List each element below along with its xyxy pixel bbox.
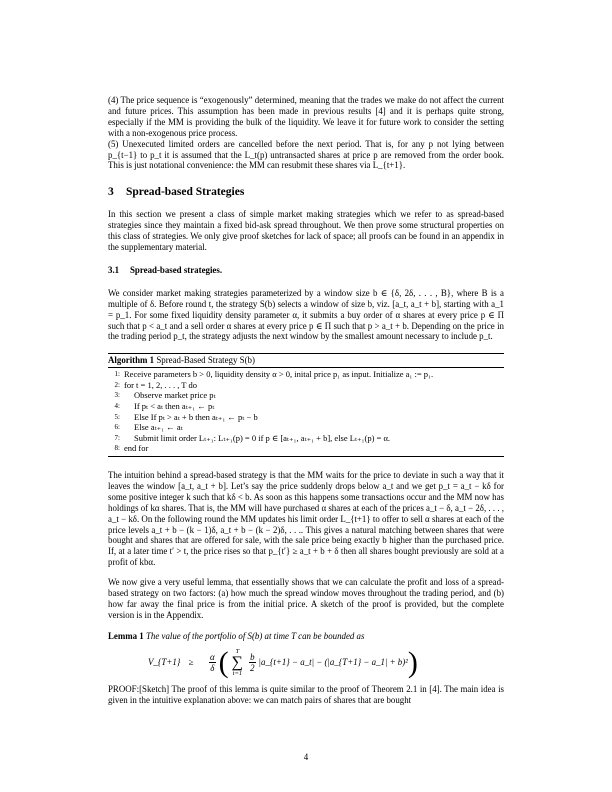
alpha-over-delta bbox=[209, 652, 216, 673]
proof-sketch: PROOF:[Sketch] The proof of this lemma is quite similar to the proof of Theorem 2.1 in [4]. The main idea is given in the intuitive explanation above: we can match pairs of shares that are bought bbox=[108, 683, 504, 705]
page-number: 4 bbox=[303, 752, 309, 762]
subsection-body: We consider market making strategies parameterized by a window size b ∈ {δ, 2δ, . . . , B}, where B is a multiple of δ. Before round t, the strategy S(b) selects a window of size b, viz. [a_t, a_t + b], starting with a_1 = p_1. For some fixed liquidity density parameter α, it submits a buy order of α shares at every price p ∈ Π such that p < a_t and a sell order α shares at every price p ∈ Π such that p > a_t + b. Depending on the price in the trading period p_t, the strategy adjusts the next window by the smallest amount necessary to include p_t. bbox=[108, 287, 504, 342]
algorithm-line-text: Receive parameters b > 0, liquidity density α > 0, inital price p₁ as input. Initialize a₁ := p₁. bbox=[124, 369, 434, 380]
algorithm-title: Spread-Based Strategy S(b) bbox=[156, 355, 255, 366]
equation-relation: ≥ bbox=[188, 657, 194, 668]
section-heading bbox=[108, 187, 504, 198]
sigma-symbol: ∑ bbox=[231, 654, 244, 672]
sum-upper-limit: T bbox=[235, 648, 240, 656]
paragraph-assumption-4: (4) The price sequence is “exogenously” determined, meaning that the trades we make do not affect the current and future prices. This assumption has been made in previous results [4] and it is perhaps quite strong, especially if the MM is providing the bulk of the liquidity. We leave it for future work to consider the setting with a non-exogenous price process. bbox=[108, 95, 504, 138]
algorithm-line-number: 4: bbox=[114, 402, 120, 410]
algorithm-line-text: for t = 1, 2, . . . , T do bbox=[124, 379, 197, 390]
algorithm-box bbox=[108, 353, 504, 457]
algorithm-line-number: 7: bbox=[114, 433, 120, 442]
algorithm-line bbox=[108, 390, 504, 401]
algorithm-line-text: end for bbox=[124, 443, 149, 454]
section-title: Spread-based Strategies bbox=[126, 186, 245, 199]
paragraph-lemma-intro: We now give a very useful lemma, that essentially shows that we can calculate the profit and loss of a spread-based strategy on two factors: (a) how much the spread window moves throughout the trading period, and (b) how far away the final price is from the initial price. A sketch of the proof is provided, but the complete version is in the Appendix. bbox=[108, 577, 504, 620]
algorithm-body bbox=[108, 368, 504, 456]
algorithm-line-number: 3: bbox=[114, 391, 120, 400]
subsection-number: 3.1 bbox=[108, 264, 120, 275]
algorithm-line bbox=[108, 433, 504, 444]
algorithm-line-number: 2: bbox=[114, 380, 120, 389]
fraction-numerator: α bbox=[210, 652, 215, 663]
algorithm-line-text: Observe market price pₜ bbox=[134, 390, 216, 401]
lemma-equation bbox=[148, 645, 504, 679]
subsection-title: Spread-based strategies. bbox=[130, 264, 223, 275]
lemma-text: The value of the portfolio of S(b) at time T can be bounded as bbox=[145, 630, 365, 641]
section-number: 3 bbox=[108, 186, 114, 199]
algorithm-line bbox=[108, 412, 504, 423]
subsection-heading bbox=[108, 265, 504, 276]
algorithm-caption bbox=[108, 354, 504, 368]
algorithm-line-text: If pₜ < aₜ then aₜ₊₁ ← pₜ bbox=[134, 401, 215, 411]
algorithm-line bbox=[108, 422, 504, 433]
algorithm-line-number: 8: bbox=[114, 444, 120, 453]
left-paren: ( bbox=[218, 645, 229, 679]
equation-body: |a_{t+1} − a_t| − (|a_{T+1} − a_1| + b)² bbox=[258, 657, 408, 668]
algorithm-line-number: 6: bbox=[114, 423, 120, 432]
paragraph-assumption-5: (5) Unexecuted limited orders are cancelled before the next period. That is, for any p not lying between p_{t−1} to p_t it is assumed that the L_t(p) untransacted shares at price p are removed from the order book. This is just notational convenience: the MM can resubmit these shares via L_{t+1}. bbox=[108, 138, 504, 171]
right-paren: ) bbox=[407, 645, 418, 679]
algorithm-line-text: Else aₜ₊₁ ← aₜ bbox=[134, 422, 183, 433]
algorithm-line-text: Submit limit order Lₜ₊₁: Lₜ₊₁(p) = 0 if p ∈ [aₜ₊₁, aₜ₊₁ + b], else Lₜ₊₁(p) = α. bbox=[134, 432, 391, 443]
lemma-label: Lemma 1 bbox=[108, 630, 144, 641]
b-over-two bbox=[249, 652, 255, 673]
sum-lower-limit: t=1 bbox=[232, 670, 243, 678]
algorithm-label: Algorithm 1 bbox=[108, 355, 155, 366]
algorithm-line-text: Else If pₜ > aₜ + b then aₜ₊₁ ← pₜ − b bbox=[134, 411, 258, 422]
algorithm-line-number: 5: bbox=[114, 412, 120, 421]
algorithm-line bbox=[108, 401, 504, 412]
half-numerator: b bbox=[250, 652, 255, 663]
summation bbox=[232, 648, 243, 677]
paragraph-intuition: The intuition behind a spread-based strategy is that the MM waits for the price to deviate in such a way that it leaves the window [a_t, a_t + b]. Let’s say the price suddenly drops below a_t and we get p_t = a_t − kδ for some positive integer k such that kδ < b. As soon as this happens some transactions occur and the MM now has holdings of kα shares. That is, the MM will have purchased α shares at each of the prices a_t − δ, a_t − 2δ, . . . , a_t − kδ. On the following round the MM updates his limit order L_{t+1} to offer to sell α shares at each of the price levels a_t + b − (k − 1)δ, a_t + b − (k − 2)δ, . . .. This gives a natural matching between shares that were bought and shares that are offered for sale, with the sale price being exactly b higher than the purchased price. If, at a later time t′ > t, the price rises so that p_{t′} ≥ a_t + b + δ then all shares bought previously are sold at a profit of kbα. bbox=[108, 469, 504, 568]
fraction-denominator: δ bbox=[210, 663, 215, 674]
algorithm-line bbox=[108, 380, 504, 391]
algorithm-line bbox=[108, 369, 504, 380]
algorithm-line-number: 1: bbox=[114, 370, 120, 379]
algorithm-line bbox=[108, 443, 504, 454]
page-content bbox=[108, 95, 504, 705]
lemma-statement bbox=[108, 631, 504, 642]
equation-lhs: V_{T+1} bbox=[148, 657, 181, 668]
section-intro: In this section we present a class of simple market making strategies which we refer to as spread-based strategies since they maintain a fixed bid-ask spread throughout. We then prove some structural properties on this class of strategies. We only give proof sketches for lack of space; all proofs can be found in an appendix in the supplementary material. bbox=[108, 209, 504, 252]
half-denominator: 2 bbox=[250, 663, 255, 674]
